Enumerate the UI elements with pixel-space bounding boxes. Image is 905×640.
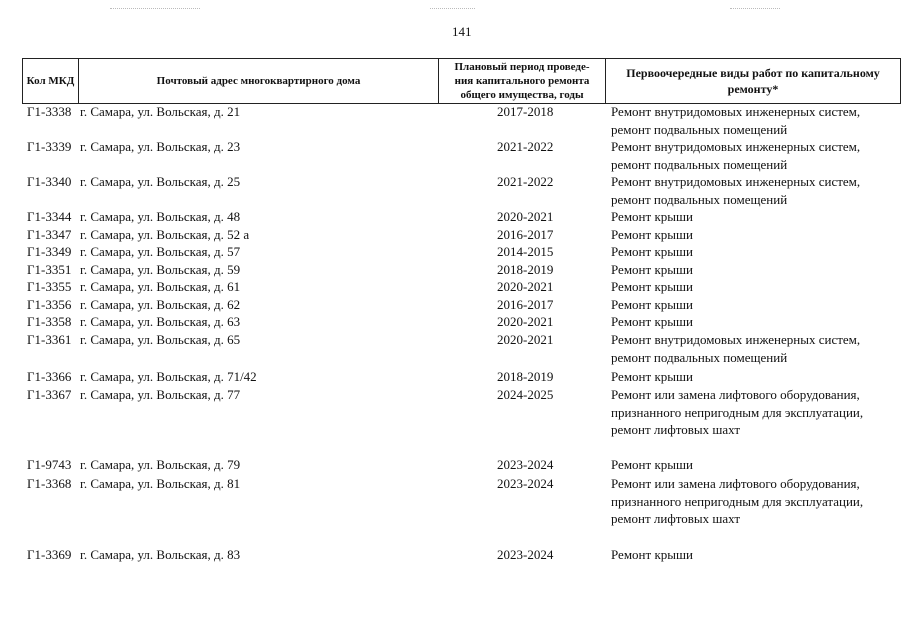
scan-artifact (430, 8, 475, 10)
header-code: Кол МКД (23, 59, 79, 103)
row-period: 2020-2021 (497, 209, 554, 224)
row-address: г. Самара, ул. Вольская, д. 81 (80, 476, 241, 491)
row-code: Г1-9743 (27, 457, 72, 472)
page-number: 141 (452, 24, 472, 39)
row-works: Ремонт внутридомовых инженерных систем, ремонт подвальных помещений (611, 174, 861, 207)
row-period: 2020-2021 (497, 314, 554, 329)
row-works: Ремонт крыши (611, 209, 693, 224)
row-code: Г1-3344 (27, 209, 72, 224)
row-address: г. Самара, ул. Вольская, д. 83 (80, 547, 241, 562)
row-address: г. Самара, ул. Вольская, д. 65 (80, 332, 241, 347)
row-works: Ремонт крыши (611, 369, 693, 384)
table-header (22, 58, 901, 104)
row-works: Ремонт внутридомовых инженерных систем, ремонт подвальных помещений (611, 332, 861, 365)
row-period: 2016-2017 (497, 227, 554, 242)
row-address: г. Самара, ул. Вольская, д. 77 (80, 387, 241, 402)
row-works: Ремонт или замена лифтового оборудования, признанного непригодным для эксплуатации, ремонт лифтовых шахт (611, 476, 864, 526)
row-works: Ремонт крыши (611, 314, 693, 329)
row-period: 2021-2022 (497, 139, 554, 154)
row-address: г. Самара, ул. Вольская, д. 52 а (80, 227, 250, 242)
row-address: г. Самара, ул. Вольская, д. 62 (80, 297, 241, 312)
row-period: 2018-2019 (497, 262, 554, 277)
row-address: г. Самара, ул. Вольская, д. 63 (80, 314, 241, 329)
row-code: Г1-3338 (27, 104, 72, 119)
row-period: 2014-2015 (497, 244, 554, 259)
row-code: Г1-3369 (27, 547, 72, 562)
row-works: Ремонт или замена лифтового оборудования, признанного непригодным для эксплуатации, ремонт лифтовых шахт (611, 387, 864, 437)
row-code: Г1-3351 (27, 262, 72, 277)
row-works: Ремонт крыши (611, 244, 693, 259)
header-period: Плановый период проведе- ния капитального ремонта общего имущества, годы (439, 59, 606, 103)
row-period: 2023-2024 (497, 547, 554, 562)
row-period: 2020-2021 (497, 332, 554, 347)
row-works: Ремонт крыши (611, 457, 693, 472)
row-works: Ремонт крыши (611, 262, 693, 277)
row-period: 2021-2022 (497, 174, 554, 189)
row-code: Г1-3349 (27, 244, 72, 259)
row-address: г. Самара, ул. Вольская, д. 79 (80, 457, 241, 472)
row-address: г. Самара, ул. Вольская, д. 48 (80, 209, 241, 224)
row-code: Г1-3356 (27, 297, 72, 312)
row-works: Ремонт крыши (611, 297, 693, 312)
row-code: Г1-3347 (27, 227, 72, 242)
row-period: 2017-2018 (497, 104, 554, 119)
row-address: г. Самара, ул. Вольская, д. 21 (80, 104, 241, 119)
row-address: г. Самара, ул. Вольская, д. 23 (80, 139, 241, 154)
row-code: Г1-3361 (27, 332, 72, 347)
row-works: Ремонт крыши (611, 547, 693, 562)
header-address: Почтовый адрес многоквартирного дома (79, 59, 439, 103)
row-period: 2023-2024 (497, 476, 554, 491)
row-period: 2018-2019 (497, 369, 554, 384)
row-period: 2024-2025 (497, 387, 554, 402)
row-code: Г1-3358 (27, 314, 72, 329)
row-period: 2020-2021 (497, 279, 554, 294)
row-code: Г1-3367 (27, 387, 72, 402)
row-address: г. Самара, ул. Вольская, д. 57 (80, 244, 241, 259)
row-address: г. Самара, ул. Вольская, д. 25 (80, 174, 241, 189)
row-code: Г1-3339 (27, 139, 72, 154)
row-address: г. Самара, ул. Вольская, д. 61 (80, 279, 241, 294)
row-address: г. Самара, ул. Вольская, д. 59 (80, 262, 241, 277)
row-works: Ремонт крыши (611, 279, 693, 294)
row-code: Г1-3355 (27, 279, 72, 294)
row-works: Ремонт внутридомовых инженерных систем, ремонт подвальных помещений (611, 139, 861, 172)
header-works: Первоочередные виды работ по капитальному ремонту* (626, 66, 880, 96)
row-period: 2023-2024 (497, 457, 554, 472)
row-code: Г1-3366 (27, 369, 72, 384)
row-code: Г1-3340 (27, 174, 72, 189)
row-works: Ремонт крыши (611, 227, 693, 242)
scan-artifact (110, 8, 200, 10)
row-address: г. Самара, ул. Вольская, д. 71/42 (80, 369, 257, 384)
row-works: Ремонт внутридомовых инженерных систем, ремонт подвальных помещений (611, 104, 861, 137)
scan-artifact (730, 8, 780, 10)
row-period: 2016-2017 (497, 297, 554, 312)
row-code: Г1-3368 (27, 476, 72, 491)
